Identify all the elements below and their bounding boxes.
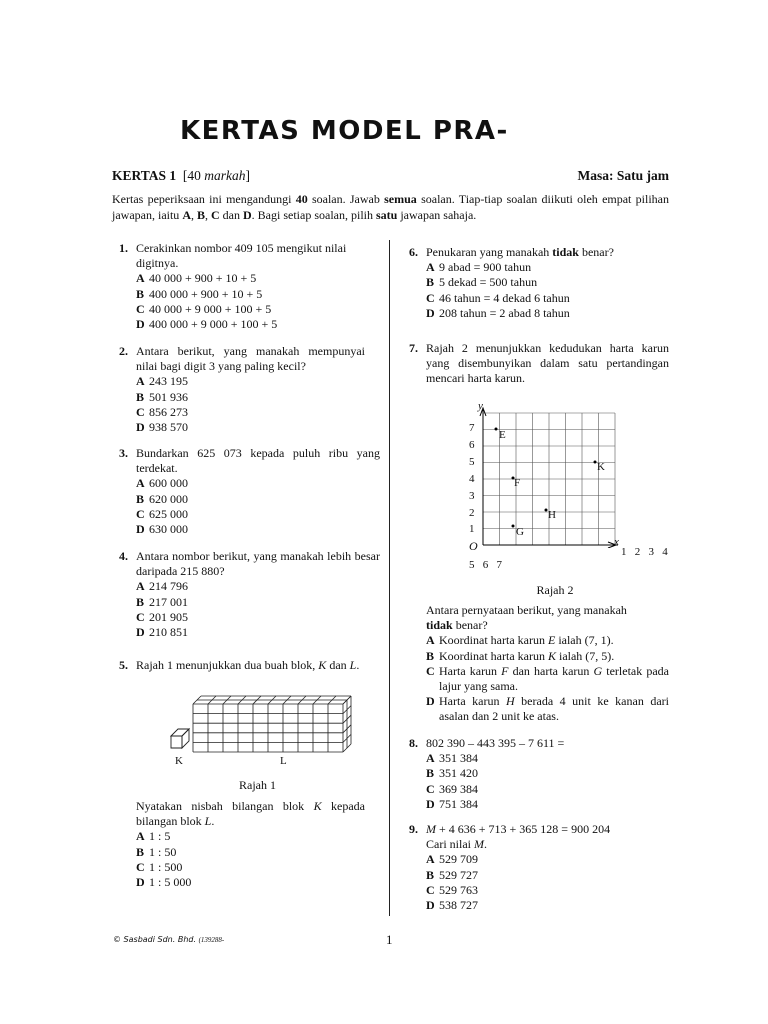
y-tick-label: 4 [469,472,475,485]
option-letter: D [136,317,145,332]
question-stem [409,822,669,837]
option-b[interactable] [119,595,380,610]
question-7 [409,341,669,387]
y-tick-label: 1 [469,523,475,536]
cube-k-side [182,729,189,748]
option-text: 600 000 [149,476,188,491]
option-text: 201 905 [149,609,188,624]
option-d[interactable] [409,306,669,321]
stem-line: Cerakinkan nombor 409 105 mengikut nilai [136,241,347,255]
option-d[interactable] [119,875,365,890]
option-d[interactable] [119,420,365,435]
footer-copyright [113,935,224,944]
point-g-label: G [516,526,524,538]
x-tick-labels-1: 1 2 3 4 [621,546,668,558]
option-letter: D [426,305,435,320]
y-tick-label: 7 [469,422,475,434]
option-var: H [506,694,515,709]
option-b[interactable] [409,275,669,290]
option-letter: A [136,476,145,491]
option-d[interactable] [119,317,365,332]
question-number: 5. [119,658,128,672]
stem-text: benar? [578,245,614,259]
option-letter: A [426,852,435,867]
option-text: 856 273 [149,404,188,419]
option-c[interactable] [409,883,669,898]
option-b[interactable] [119,390,365,405]
question-number: 2. [119,344,128,358]
option-letter: C [136,301,145,316]
page-number: 1 [386,932,393,947]
option-c[interactable]: C Harta karun F dan harta karun G terletak pada lajur yang sama. [426,663,669,694]
option-letter: C [136,859,145,874]
option-a[interactable] [409,751,669,766]
marks-prefix: [40 [182,168,205,183]
question-number: 9. [409,822,418,836]
option-c[interactable] [119,405,365,420]
option-letter: C [426,290,435,305]
option-text: 208 tahun = 2 abad 8 tahun [439,305,570,320]
figure-caption-1: Rajah 1 [239,778,276,792]
intro-text: . Bagi setiap soalan, pilih [251,208,376,222]
option-letter: C [136,506,145,521]
option-a[interactable] [119,829,365,844]
point-e-label: E [499,429,506,441]
option-letter: C [426,781,435,796]
intro-bold: satu [375,208,398,222]
option-text: 369 384 [439,781,478,796]
question-8 [409,736,669,812]
stem-var: L [349,658,357,672]
stem-bold: tidak [426,618,453,633]
option-text: 400 000 + 900 + 10 + 5 [149,286,263,301]
instructions [112,191,669,223]
stem-line: digitnya. [136,256,179,271]
point-h-label: H [548,509,556,521]
option-var: F [501,663,509,678]
option-b[interactable] [119,492,380,507]
question-4 [119,549,380,640]
intro-bold: D [243,208,252,222]
option-text: terletak pada lajur yang sama. [439,663,669,694]
intro-text: , [205,208,211,222]
stem-var: L [204,814,212,829]
stem-text: . [211,814,215,829]
option-text: 1 : 5 [149,829,171,844]
intro-text: soalan. Tiap-tiap soalan diikuti oleh empat pilihan jawapan, iaitu [112,192,669,222]
stem-text: Cari nilai [426,837,474,852]
option-a[interactable] [119,271,365,286]
option-letter: C [426,882,435,897]
stem-text: Rajah 1 menunjukkan dua buah blok, [136,658,319,672]
stem-var: M [426,822,436,836]
option-b[interactable] [119,287,365,302]
question-7-ask [409,603,669,725]
stem-var: M [474,837,484,852]
block-diagram [165,688,355,760]
option-text: 210 851 [149,625,188,640]
option-a[interactable] [119,579,380,594]
option-text: 1 : 50 [149,844,177,859]
option-letter: B [136,389,145,404]
option-letter: C [136,404,145,419]
option-letter: B [426,766,435,781]
option-letter: D [136,875,145,890]
option-text: dan harta karun [508,663,594,678]
option-c[interactable] [119,610,380,625]
coordinate-grid [478,398,628,548]
option-letter: B [136,491,145,506]
option-letter: A [136,829,145,844]
stem-text: benar? [452,618,488,633]
cube-k-top [171,729,189,736]
option-letter: B [136,844,145,859]
option-text: 501 936 [149,389,188,404]
option-text: 938 570 [149,420,188,435]
option-text: 214 796 [149,579,188,594]
question-5 [119,658,380,673]
option-text: Harta karun [439,694,506,709]
marks-suffix: ] [245,168,251,183]
question-2 [119,344,365,435]
intro-bold: C [211,208,220,222]
y-tick-label: 6 [469,438,475,451]
stem-text: Penukaran yang manakah [426,245,553,259]
intro-text: dan [219,208,243,222]
option-letter: B [136,594,145,609]
option-b[interactable] [409,868,669,883]
option-b[interactable]: B Koordinat harta karun K ialah (7, 5). [426,648,615,663]
option-letter: B [426,867,435,882]
intro-text: Kertas peperiksaan ini mengandungi [112,192,296,206]
option-letter: B [426,275,435,290]
paper-code: KERTAS 1 [112,168,177,183]
option-text: 243 195 [149,374,188,389]
option-text: berada 4 unit ke kanan dari asalan dan 2 unit ke atas. [439,694,669,724]
marks-label: markah [204,168,246,183]
option-b[interactable] [409,766,669,781]
question-number: 8. [409,736,418,750]
y-tick-label: 2 [469,506,475,519]
point-f-label: F [514,477,521,489]
option-text: 630 000 [149,522,188,537]
option-var: E [547,633,556,648]
intro-bold: semua [384,192,417,206]
option-text: 9 abad = 900 tahun [439,260,532,275]
intro-bold: 40 [295,192,308,206]
question-stem: Antara berikut, yang manakah mempunyai nilai bagi digit 3 yang paling kecil? [136,344,365,374]
x-tick-labels-2: 5 6 7 [469,559,502,571]
question-5-ask [119,799,365,890]
option-text: 40 000 + 900 + 10 + 5 [149,271,257,286]
option-text: 529 763 [439,882,478,897]
question-1 [119,241,365,332]
option-letter: A [136,271,145,286]
option-a[interactable]: A Koordinat harta karun E ialah (7, 1). [426,633,614,648]
option-text: 529 727 [439,867,478,882]
stem-text: + 4 636 + 713 + 365 128 = 900 204 [436,822,611,836]
y-tick-label: 3 [469,489,475,502]
option-a[interactable] [409,260,669,275]
option-c[interactable] [119,860,365,875]
stem-text: . [484,837,487,852]
option-letter: A [426,260,435,275]
option-text: 400 000 + 9 000 + 100 + 5 [149,317,278,332]
question-stem: Bundarkan 625 073 kepada puluh ribu yang terdekat. [136,446,380,476]
question-9 [409,822,669,913]
option-a[interactable] [409,852,669,867]
option-letter: D [426,796,435,811]
intro-text: jawapan sahaja. [397,208,477,222]
point-e [495,428,498,431]
point-g [512,525,515,528]
question-stem [119,799,365,829]
intro-text: , [190,208,197,222]
stem-var: K [313,799,322,813]
option-c[interactable] [409,782,669,797]
option-letter: D [136,522,145,537]
point-k-label: K [597,461,605,473]
question-number: 4. [119,549,128,563]
option-d[interactable] [119,625,380,640]
question-number: 6. [409,245,418,259]
option-text: Koordinat harta karun [439,633,548,648]
option-text: ialah (7, 1). [555,633,614,648]
origin-label: O [469,539,478,553]
question-number: 3. [119,446,128,460]
option-text: 538 727 [439,898,478,913]
option-letter: A [426,751,435,766]
intro-bold: A [182,208,191,222]
option-d[interactable] [409,898,669,913]
question-6 [409,245,669,321]
block-l [193,696,351,752]
stem-var: K [318,658,327,672]
copyright-text: © Sasbadi Sdn. Bhd. [113,935,197,944]
option-text: 217 001 [149,594,188,609]
option-b[interactable] [119,845,365,860]
option-text: Koordinat harta karun [439,648,548,663]
paper-header [112,168,669,184]
question-sub-stem [409,837,669,852]
stem-text: kepada bilangan blok [136,799,365,829]
option-text: 751 384 [439,796,478,811]
option-text: 1 : 500 [149,859,183,874]
option-a[interactable] [119,476,380,491]
page-title: KERTAS MODEL PRA- [180,116,509,146]
time-allowed: Masa: Satu jam [577,168,669,183]
question-stem [119,658,380,673]
stem-text: Antara pernyataan berikut, yang manakah [426,603,627,617]
option-text: 529 709 [439,852,478,867]
question-stem: Rajah 2 menunjukkan kedudukan harta karun yang disembunyikan dalam satu pertandingan mencari harta karun. [426,341,669,386]
question-stem [119,241,365,271]
column-divider [389,240,390,916]
registration-text: (139288- [198,936,225,944]
option-d[interactable] [409,797,669,812]
question-3 [119,446,380,537]
figure-caption-2: Rajah 2 [536,583,574,597]
stem-text: Nyatakan nisbah bilangan blok [136,799,314,813]
intro-text: soalan. Jawab [307,192,385,206]
option-letter: D [426,898,435,913]
option-var: K [547,648,556,663]
option-text: 351 420 [439,766,478,781]
option-text: 5 dekad = 500 tahun [439,275,538,290]
option-text: ialah (7, 5). [555,648,615,663]
option-letter: D [136,625,145,640]
option-d[interactable] [119,522,380,537]
option-a[interactable] [119,374,365,389]
option-text: 351 384 [439,751,478,766]
question-number: 1. [119,241,128,255]
question-stem: 802 390 – 443 395 – 7 611 = [426,736,565,750]
stem-text: . [356,658,360,672]
intro-bold: B [196,208,205,222]
block-k-label: K [175,755,183,767]
option-letter: B [136,286,145,301]
option-c[interactable] [409,291,669,306]
option-c[interactable] [119,507,380,522]
stem-bold: tidak [552,245,579,259]
option-letter: A [136,374,145,389]
option-c[interactable] [119,302,365,317]
option-text: 625 000 [149,506,188,521]
option-letter: A [136,579,145,594]
option-d[interactable]: D Harta karun H berada 4 unit ke kanan dari asalan dan 2 unit ke atas. [426,694,669,724]
option-text: Harta karun [439,663,502,678]
option-text: 40 000 + 9 000 + 100 + 5 [149,301,272,316]
option-text: 620 000 [149,491,188,506]
x-axis-label: x [614,536,619,548]
y-axis-label: y [478,400,483,412]
option-text: 1 : 5 000 [149,875,192,890]
option-letter: C [136,609,145,624]
question-stem: Antara nombor berikut, yang manakah lebih besar daripada 215 880? [136,549,380,579]
block-l-label: L [280,755,287,767]
option-text: 46 tahun = 4 dekad 6 tahun [439,290,570,305]
question-stem [409,245,669,260]
question-number: 7. [409,341,418,355]
question-stem [409,603,669,633]
stem-text: dan [326,658,350,672]
option-letter: D [136,420,145,435]
option-var: G [593,663,603,678]
cube-k-front [171,736,182,748]
y-tick-label: 5 [469,455,475,468]
